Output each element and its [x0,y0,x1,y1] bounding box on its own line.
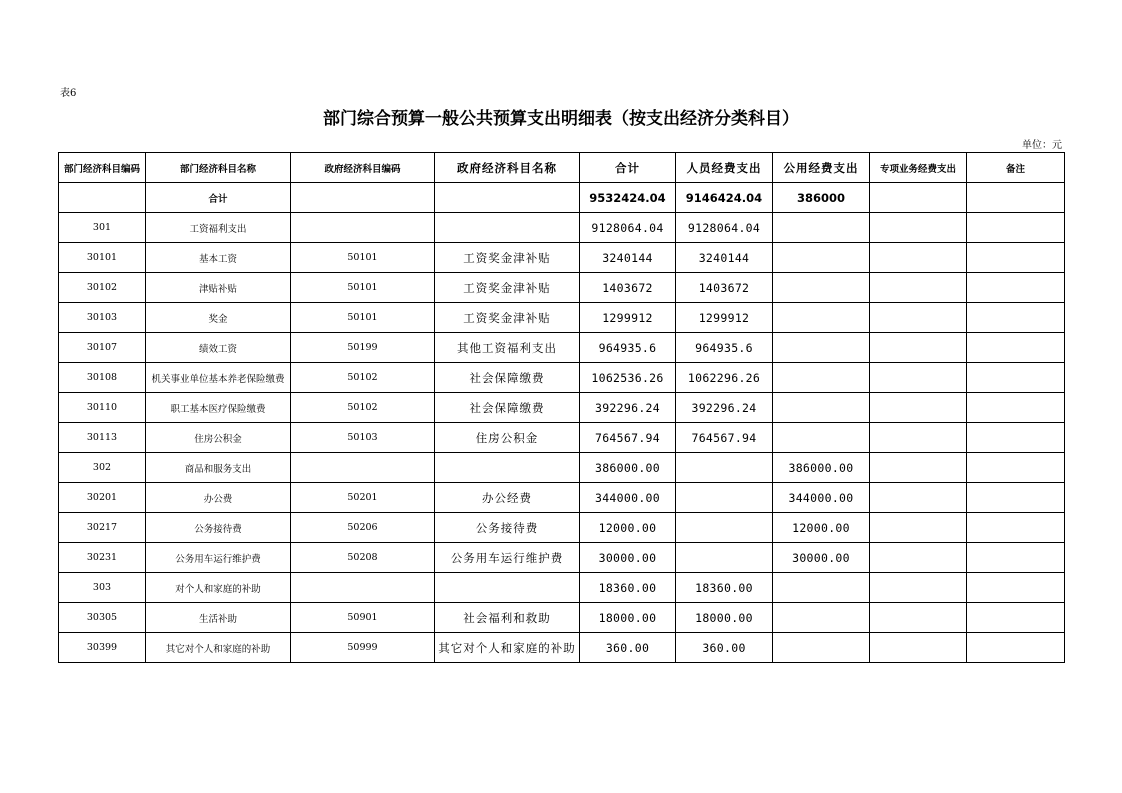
special-cell [870,633,967,663]
table-row [59,333,1065,363]
public-cell: 344000.00 [773,483,870,513]
gov-name-cell: 公务接待费 [435,513,580,543]
note-cell [967,603,1065,633]
note-cell [967,543,1065,573]
unit-label: 单位：元 [1022,140,1062,151]
special-cell [870,483,967,513]
gov-code-cell: 50201 [291,483,435,513]
col-header-total: 合计 [580,153,676,183]
total-label: 合计 [146,183,291,213]
dept-name-cell: 对个人和家庭的补助 [146,573,291,603]
note-cell [967,483,1065,513]
dept-code-cell: 301 [59,213,146,243]
personnel-cell: 764567.94 [676,423,773,453]
dept-name-cell: 机关事业单位基本养老保险缴费 [146,363,291,393]
gov-name-cell: 社会福利和救助 [435,603,580,633]
total-cell: 1299912 [580,303,676,333]
special-cell [870,513,967,543]
table-row [59,303,1065,333]
dept-name-cell: 住房公积金 [146,423,291,453]
dept-code-cell: 30110 [59,393,146,423]
dept-code-cell: 30217 [59,513,146,543]
special-cell [870,423,967,453]
gov-code-cell: 50103 [291,423,435,453]
table-row [59,363,1065,393]
note-cell [967,273,1065,303]
total-special [870,183,967,213]
note-cell [967,243,1065,273]
personnel-cell: 360.00 [676,633,773,663]
personnel-cell [676,453,773,483]
gov-name-cell: 工资奖金津补贴 [435,273,580,303]
dept-name-cell: 公务用车运行维护费 [146,543,291,573]
public-cell [773,213,870,243]
total-cell: 1403672 [580,273,676,303]
special-cell [870,213,967,243]
gov-name-cell: 其他工资福利支出 [435,333,580,363]
col-header-personnel: 人员经费支出 [676,153,773,183]
public-cell [773,393,870,423]
total-personnel: 9146424.04 [676,183,773,213]
total-dept-code [59,183,146,213]
note-cell [967,213,1065,243]
public-cell [773,573,870,603]
personnel-cell: 18360.00 [676,573,773,603]
table-row [59,543,1065,573]
total-gov-name [435,183,580,213]
gov-name-cell: 公务用车运行维护费 [435,543,580,573]
dept-code-cell: 30201 [59,483,146,513]
total-cell: 12000.00 [580,513,676,543]
public-cell: 386000.00 [773,453,870,483]
gov-code-cell [291,453,435,483]
total-cell: 30000.00 [580,543,676,573]
personnel-cell [676,513,773,543]
dept-code-cell: 303 [59,573,146,603]
dept-code-cell: 30399 [59,633,146,663]
note-cell [967,363,1065,393]
total-cell: 18360.00 [580,573,676,603]
table-row [59,243,1065,273]
gov-code-cell: 50101 [291,273,435,303]
personnel-cell: 9128064.04 [676,213,773,243]
gov-code-cell: 50199 [291,333,435,363]
page-title: 部门综合预算一般公共预算支出明细表（按支出经济分类科目） [323,109,799,129]
gov-name-cell [435,453,580,483]
gov-code-cell: 50206 [291,513,435,543]
dept-name-cell: 商品和服务支出 [146,453,291,483]
gov-code-cell [291,213,435,243]
header-row [59,153,1065,183]
table-row [59,573,1065,603]
public-cell [773,273,870,303]
special-cell [870,243,967,273]
total-cell: 392296.24 [580,393,676,423]
note-cell [967,423,1065,453]
total-cell: 3240144 [580,243,676,273]
col-header-gov-name: 政府经济科目名称 [435,153,580,183]
total-cell: 360.00 [580,633,676,663]
gov-code-cell: 50102 [291,393,435,423]
note-cell [967,333,1065,363]
dept-name-cell: 公务接待费 [146,513,291,543]
special-cell [870,573,967,603]
gov-name-cell: 工资奖金津补贴 [435,303,580,333]
note-cell [967,633,1065,663]
public-cell [773,243,870,273]
note-cell [967,453,1065,483]
table-row [59,393,1065,423]
dept-name-cell: 津贴补贴 [146,273,291,303]
public-cell: 30000.00 [773,543,870,573]
table-row [59,453,1065,483]
special-cell [870,543,967,573]
total-note [967,183,1065,213]
special-cell [870,333,967,363]
public-cell [773,603,870,633]
dept-code-cell: 30103 [59,303,146,333]
dept-code-cell: 30101 [59,243,146,273]
dept-code-cell: 30305 [59,603,146,633]
table-row [59,513,1065,543]
special-cell [870,393,967,423]
special-cell [870,303,967,333]
total-cell: 964935.6 [580,333,676,363]
personnel-cell: 18000.00 [676,603,773,633]
table-row [59,633,1065,663]
col-header-dept-name: 部门经济科目名称 [146,153,291,183]
dept-code-cell: 30113 [59,423,146,453]
table-id-label: 表6 [60,88,77,99]
dept-name-cell: 生活补助 [146,603,291,633]
gov-code-cell: 50101 [291,243,435,273]
gov-name-cell: 其它对个人和家庭的补助 [435,633,580,663]
total-cell: 1062536.26 [580,363,676,393]
personnel-cell: 3240144 [676,243,773,273]
budget-detail-table [58,152,1065,663]
gov-name-cell [435,213,580,243]
col-header-gov-code: 政府经济科目编码 [291,153,435,183]
gov-code-cell: 50999 [291,633,435,663]
special-cell [870,273,967,303]
dept-name-cell: 工资福利支出 [146,213,291,243]
gov-name-cell: 社会保障缴费 [435,393,580,423]
total-public: 386000 [773,183,870,213]
table-row [59,213,1065,243]
gov-name-cell: 工资奖金津补贴 [435,243,580,273]
total-row [59,183,1065,213]
gov-code-cell: 50208 [291,543,435,573]
public-cell [773,363,870,393]
gov-name-cell [435,573,580,603]
dept-name-cell: 奖金 [146,303,291,333]
dept-name-cell: 职工基本医疗保险缴费 [146,393,291,423]
personnel-cell: 1403672 [676,273,773,303]
dept-name-cell: 基本工资 [146,243,291,273]
total-cell: 386000.00 [580,453,676,483]
public-cell: 12000.00 [773,513,870,543]
dept-code-cell: 302 [59,453,146,483]
note-cell [967,573,1065,603]
dept-code-cell: 30107 [59,333,146,363]
note-cell [967,513,1065,543]
personnel-cell: 964935.6 [676,333,773,363]
gov-name-cell: 社会保障缴费 [435,363,580,393]
col-header-dept-code: 部门经济科目编码 [59,153,146,183]
special-cell [870,603,967,633]
total-cell: 9128064.04 [580,213,676,243]
public-cell [773,423,870,453]
total-cell: 764567.94 [580,423,676,453]
col-header-special: 专项业务经费支出 [870,153,967,183]
personnel-cell [676,483,773,513]
dept-code-cell: 30231 [59,543,146,573]
personnel-cell: 1299912 [676,303,773,333]
public-cell [773,633,870,663]
table-row [59,483,1065,513]
table-row [59,423,1065,453]
dept-name-cell: 其它对个人和家庭的补助 [146,633,291,663]
dept-code-cell: 30108 [59,363,146,393]
total-cell: 18000.00 [580,603,676,633]
gov-code-cell: 50101 [291,303,435,333]
gov-code-cell: 50901 [291,603,435,633]
personnel-cell: 392296.24 [676,393,773,423]
dept-name-cell: 绩效工资 [146,333,291,363]
table-row [59,273,1065,303]
note-cell [967,303,1065,333]
special-cell [870,453,967,483]
gov-name-cell: 办公经费 [435,483,580,513]
personnel-cell [676,543,773,573]
total-gov-code [291,183,435,213]
col-header-note: 备注 [967,153,1065,183]
public-cell [773,303,870,333]
note-cell [967,393,1065,423]
dept-code-cell: 30102 [59,273,146,303]
gov-code-cell: 50102 [291,363,435,393]
gov-code-cell [291,573,435,603]
dept-name-cell: 办公费 [146,483,291,513]
gov-name-cell: 住房公积金 [435,423,580,453]
personnel-cell: 1062296.26 [676,363,773,393]
total-cell: 344000.00 [580,483,676,513]
col-header-public: 公用经费支出 [773,153,870,183]
total-amount: 9532424.04 [580,183,676,213]
special-cell [870,363,967,393]
table-row [59,603,1065,633]
public-cell [773,333,870,363]
